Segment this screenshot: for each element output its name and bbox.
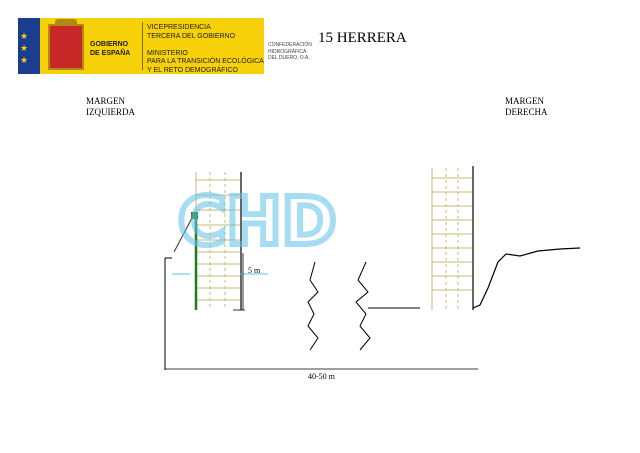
gov-label: GOBIERNO DE ESPAÑA — [90, 41, 131, 57]
chd-label: CONFEDERACIÓN HIDROGRÁFICA DEL DUERO, O.A. — [268, 42, 312, 61]
break-symbol-left — [308, 262, 318, 350]
right-brick-wall — [432, 168, 472, 310]
chd-watermark — [178, 183, 336, 260]
right-bank-terrain — [473, 248, 580, 308]
width-label: 40-50 m — [308, 372, 335, 381]
left-bank-label: MARGEN IZQUIERDA — [86, 96, 135, 117]
stars-icon: ★ ★ ★ — [20, 31, 29, 65]
ministry-label: VICEPRESIDENCIA TERCERA DEL GOBIERNO MINISTERIO PARA LA TRANSICIÓN ECOLÓGICA Y EL RETO DEMOGRÁFICO — [147, 24, 264, 74]
svg-text:CHD: CHD — [178, 183, 337, 260]
right-bank-label: MARGEN DERECHA — [505, 96, 548, 117]
break-symbol-right — [356, 262, 370, 350]
page-title: 15 HERRERA — [318, 30, 407, 46]
height-label: 5 m — [248, 266, 261, 275]
